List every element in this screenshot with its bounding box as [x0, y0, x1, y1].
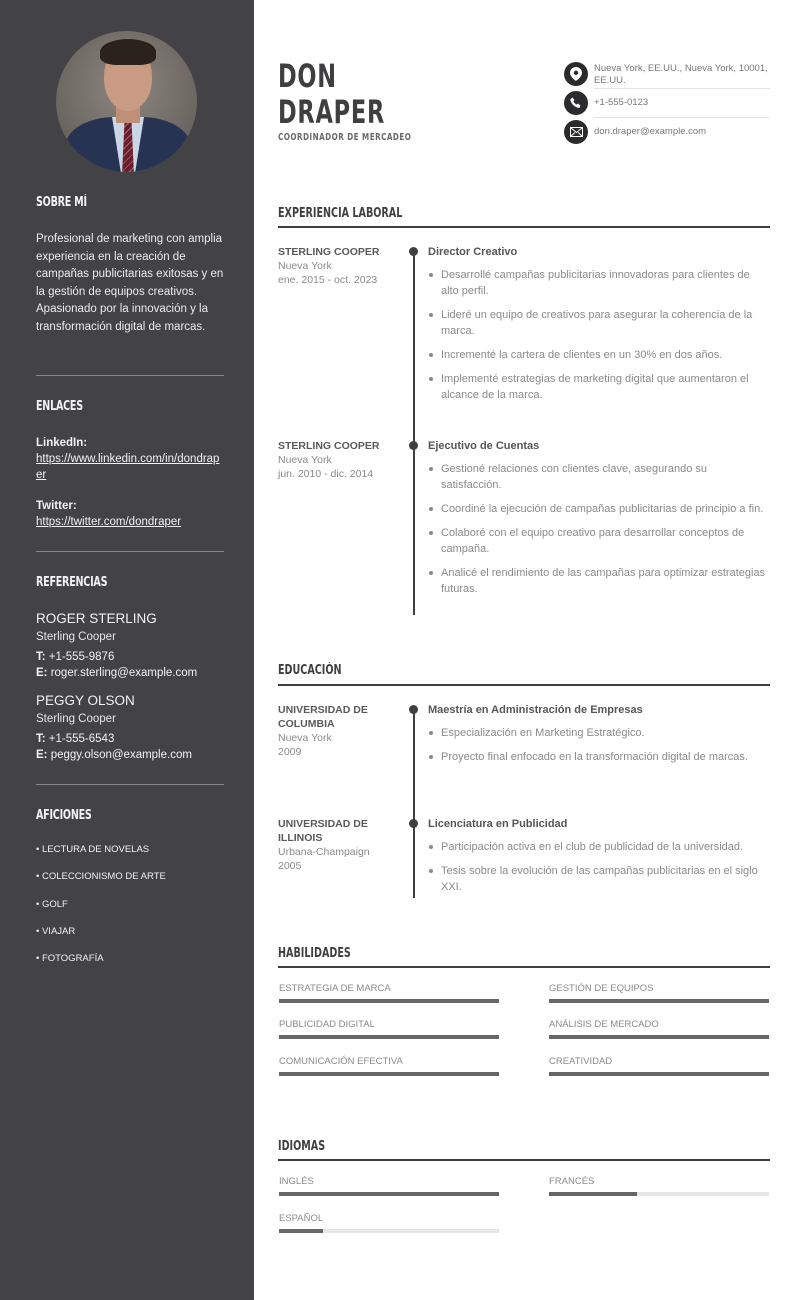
year: 2009: [278, 746, 302, 758]
email-value: roger.sterling@example.com: [50, 667, 198, 679]
language-label: INGLÉS: [279, 1176, 314, 1187]
location: Urbana-Champaign: [278, 846, 370, 858]
role: Ejecutivo de Cuentas: [428, 440, 540, 452]
bullet-list: [428, 267, 770, 403]
email-value: peggy.olson@example.com: [50, 749, 192, 761]
links-section: [36, 399, 224, 414]
sidebar: [0, 0, 254, 1300]
language-track: [549, 1192, 769, 1196]
skill-fill: [549, 999, 769, 1003]
section-rule: [278, 226, 770, 228]
bullet-item: Coordiné la ejecución de campañas publicitarias de principio a fin.: [428, 501, 770, 517]
skill-track: [549, 999, 769, 1003]
timeline-dot: [409, 705, 418, 714]
bullet-item: Colaboré con el equipo creativo para desarrollar conceptos de campaña.: [428, 525, 770, 557]
hobby-item: • LECTURA DE NOVELAS: [36, 844, 150, 855]
timeline-line: [413, 710, 415, 898]
skill-fill: [279, 999, 499, 1003]
bullet-item: Participación activa en el club de publicidad de la universidad.: [428, 839, 770, 855]
education-details: [428, 703, 770, 773]
skill-bar: [549, 1056, 769, 1076]
phone-icon: [564, 91, 588, 115]
bullet-item: Especialización en Marketing Estratégico.: [428, 725, 770, 741]
about-text: Profesional de marketing con amplia experiencia en la creación de campañas publicitarias exitosas y en la gestión de equipos creativos. Apasionado por la innovación y la transformación digital de marcas.: [36, 233, 224, 333]
email-prefix: E:: [36, 749, 48, 761]
language-track: [279, 1192, 499, 1196]
skill-track: [279, 1072, 499, 1076]
about-title: SOBRE MÍ: [36, 195, 87, 210]
hobbies-list: [36, 844, 224, 974]
section-rule: [278, 966, 770, 968]
language-fill: [279, 1229, 323, 1233]
bullet-list: [428, 461, 770, 597]
section-rule: [278, 1159, 770, 1161]
twitter-link[interactable]: https://twitter.com/dondraper: [36, 516, 182, 528]
skill-track: [279, 1035, 499, 1039]
skill-track: [279, 999, 499, 1003]
skill-fill: [549, 1035, 769, 1039]
education-details: [428, 817, 770, 903]
reference-email: [36, 747, 224, 763]
skill-track: [549, 1035, 769, 1039]
first-name: DON: [278, 57, 337, 95]
reference-item: [36, 692, 224, 763]
hobbies-section: [36, 808, 224, 823]
bullet-item: Tesis sobre la evolución de las campañas publicitarias en el siglo XXI.: [428, 863, 770, 895]
last-name: DRAPER: [278, 93, 386, 131]
reference-phone: [36, 731, 224, 747]
reference-phone: [36, 649, 224, 665]
skill-track: [549, 1072, 769, 1076]
contact-phone: +1-555-0123: [594, 97, 649, 108]
references-title: REFERENCIAS: [36, 575, 108, 590]
dates: ene. 2015 - oct. 2023: [278, 274, 378, 286]
divider: [594, 88, 770, 89]
hobby-item: • VIAJAR: [36, 926, 76, 937]
language-track: [279, 1229, 499, 1233]
link-twitter: [36, 498, 224, 530]
degree: Licenciatura en Publicidad: [428, 818, 568, 830]
skill-label: PUBLICIDAD DIGITAL: [279, 1019, 375, 1030]
hobbies-title: AFICIONES: [36, 808, 92, 823]
skill-bar: [279, 983, 499, 1003]
reference-name: PEGGY OLSON: [36, 693, 135, 708]
job-title: COORDINADOR DE MERCADEO: [278, 132, 412, 143]
phone-prefix: T:: [36, 651, 46, 663]
language-label: ESPAÑOL: [279, 1213, 324, 1224]
contact-block: [564, 62, 770, 148]
bullet-item: Desarrollé campañas publicitarias innovadoras para clientes de alto perfil.: [428, 267, 770, 299]
experience-meta: [278, 245, 403, 287]
school: UNIVERSIDAD DE COLUMBIA: [278, 704, 368, 730]
dates: jun. 2010 - dic. 2014: [278, 468, 374, 480]
contact-email[interactable]: don.draper@example.com: [594, 126, 707, 137]
section-rule: [278, 684, 770, 686]
about-section: [36, 195, 224, 210]
experience-details: [428, 439, 770, 605]
linkedin-link[interactable]: https://www.linkedin.com/in/dondraper: [36, 453, 220, 481]
degree: Maestría en Administración de Empresas: [428, 704, 643, 716]
hobby-item: • GOLF: [36, 899, 68, 910]
contact-location: Nueva York, EE.UU., Nueva York, 10001, EE.UU.: [594, 63, 768, 86]
bullet-item: Implementé estrategias de marketing digital que aumentaron el alcance de la marca.: [428, 371, 770, 403]
timeline-dot: [409, 441, 418, 450]
links-title: ENLACES: [36, 399, 83, 414]
skill-fill: [279, 1072, 499, 1076]
reference-name: ROGER STERLING: [36, 611, 157, 626]
name-header: [278, 58, 445, 143]
references-section: [36, 575, 224, 590]
timeline-line: [413, 252, 415, 615]
skill-fill: [279, 1035, 499, 1039]
link-label: Twitter:: [36, 500, 77, 512]
phone-prefix: T:: [36, 733, 46, 745]
bullet-item: Proyecto final enfocado en la transformación digital de marcas.: [428, 749, 770, 765]
bullet-list: [428, 725, 770, 765]
bullet-item: Analicé el rendimiento de las campañas para optimizar estrategias futuras.: [428, 565, 770, 597]
skill-fill: [549, 1072, 769, 1076]
skill-label: ANÁLISIS DE MERCADO: [549, 1019, 659, 1030]
education-title: EDUCACIÓN: [278, 663, 342, 678]
timeline-dot: [409, 819, 418, 828]
company: STERLING COOPER: [278, 440, 380, 452]
envelope-icon: [564, 120, 588, 144]
education-meta: [278, 817, 388, 873]
phone-value: +1-555-6543: [48, 733, 115, 745]
reference-company: Sterling Cooper: [36, 631, 116, 643]
language-label: FRANCÉS: [549, 1176, 595, 1187]
location: Nueva York: [278, 732, 332, 744]
role: Director Creativo: [428, 246, 518, 258]
skills-title: HABILIDADES: [278, 946, 351, 961]
skill-label: COMUNICACIÓN EFECTIVA: [279, 1056, 403, 1067]
reference-item: [36, 610, 224, 681]
year: 2005: [278, 860, 302, 872]
reference-email: [36, 665, 224, 681]
skill-bar: [549, 1019, 769, 1039]
experience-details: [428, 245, 770, 411]
company: STERLING COOPER: [278, 246, 380, 258]
language-fill: [549, 1192, 637, 1196]
location: Nueva York: [278, 260, 332, 272]
hobby-item: • FOTOGRAFÍA: [36, 953, 104, 964]
divider: [36, 784, 224, 785]
languages-title: IDIOMAS: [278, 1139, 326, 1154]
bullet-item: Incrementé la cartera de clientes en un 30% en dos años.: [428, 347, 770, 363]
skill-bar: [549, 983, 769, 1003]
divider: [594, 117, 770, 118]
link-linkedin: [36, 435, 224, 483]
link-label: LinkedIn:: [36, 437, 88, 449]
language-bar: [549, 1176, 769, 1196]
language-bar: [279, 1176, 499, 1196]
experience-title: EXPERIENCIA LABORAL: [278, 206, 403, 221]
skill-label: CREATIVIDAD: [549, 1056, 613, 1067]
experience-meta: [278, 439, 403, 481]
avatar: [56, 31, 197, 172]
divider: [36, 375, 224, 376]
bullet-item: Lideré un equipo de creativos para asegurar la coherencia de la marca.: [428, 307, 770, 339]
school: UNIVERSIDAD DE ILLINOIS: [278, 818, 368, 844]
divider: [36, 551, 224, 552]
reference-company: Sterling Cooper: [36, 713, 116, 725]
avatar-hair: [100, 39, 156, 65]
timeline-dot: [409, 247, 418, 256]
email-prefix: E:: [36, 667, 48, 679]
skill-bar: [279, 1056, 499, 1076]
location-pin-icon: [564, 62, 588, 86]
hobby-item: • COLECCIONISMO DE ARTE: [36, 871, 166, 882]
skill-bar: [279, 1019, 499, 1039]
skill-label: ESTRATEGIA DE MARCA: [279, 983, 391, 994]
language-fill: [279, 1192, 499, 1196]
language-bar: [279, 1213, 499, 1233]
phone-value: +1-555-9876: [48, 651, 115, 663]
bullet-item: Gestioné relaciones con clientes clave, asegurando su satisfacción.: [428, 461, 770, 493]
bullet-list: [428, 839, 770, 895]
location: Nueva York: [278, 454, 332, 466]
education-meta: [278, 703, 388, 759]
skill-label: GESTIÓN DE EQUIPOS: [549, 983, 654, 994]
